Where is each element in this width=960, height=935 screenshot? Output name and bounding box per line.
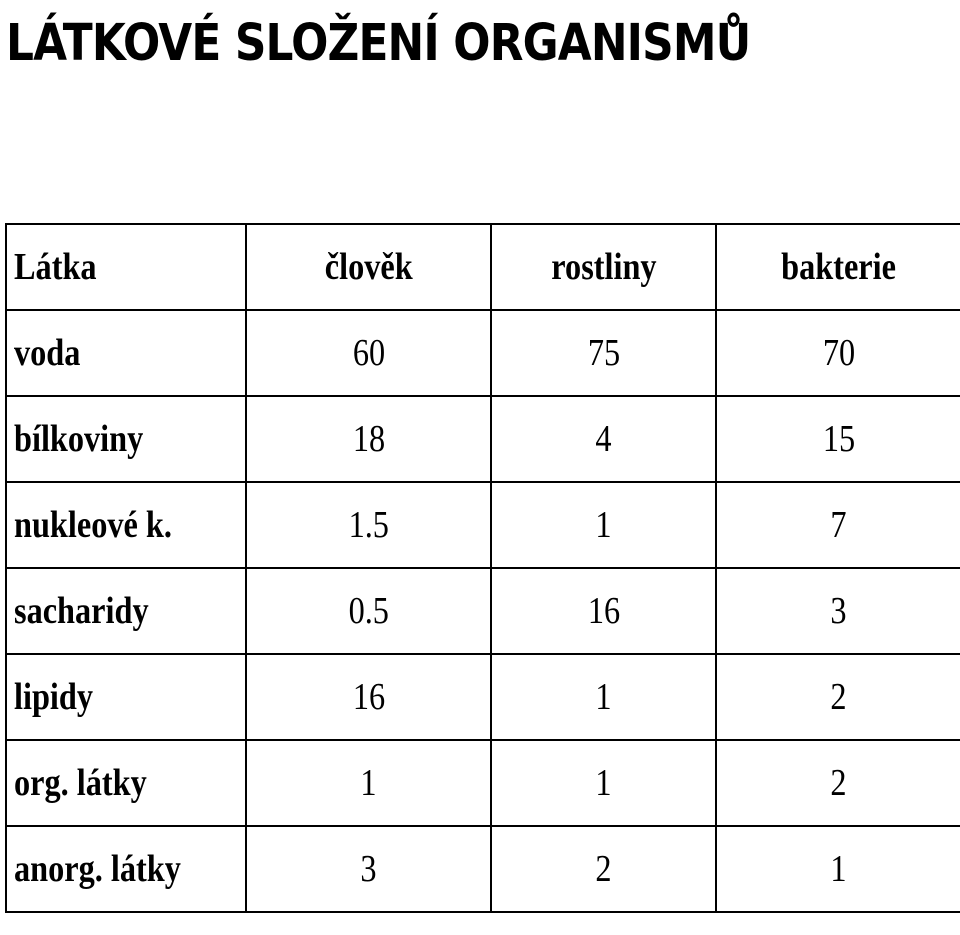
table-row: [6, 654, 960, 740]
value-cell-bacteria: [716, 482, 960, 568]
value-bacteria: 1: [830, 848, 847, 890]
composition-table: [5, 223, 960, 913]
value-cell-plants: [491, 482, 716, 568]
value-plants: 2: [595, 848, 612, 890]
value-cell-bacteria: [716, 568, 960, 654]
table-header-row: [6, 224, 960, 310]
row-label: voda: [14, 332, 81, 374]
table-row: [6, 482, 960, 568]
header-bacteria-label: bakterie: [781, 246, 896, 288]
value-cell-human: [246, 482, 491, 568]
value-cell-bacteria: [716, 826, 960, 912]
value-bacteria: 3: [830, 590, 847, 632]
value-cell-human: [246, 740, 491, 826]
value-cell-bacteria: [716, 654, 960, 740]
value-plants: 1: [595, 504, 612, 546]
value-human: 1.5: [348, 504, 389, 546]
value-plants: 4: [595, 418, 612, 460]
value-cell-plants: [491, 396, 716, 482]
value-cell-human: [246, 654, 491, 740]
value-plants: 1: [595, 676, 612, 718]
value-bacteria: 15: [822, 418, 855, 460]
value-human: 60: [352, 332, 385, 374]
header-human-label: člověk: [324, 246, 413, 288]
header-plants: [491, 224, 716, 310]
value-plants: 1: [595, 762, 612, 804]
table-row: [6, 568, 960, 654]
value-cell-bacteria: [716, 310, 960, 396]
value-cell-human: [246, 826, 491, 912]
value-cell-bacteria: [716, 740, 960, 826]
header-substance-label: Látka: [14, 246, 97, 288]
value-cell-plants: [491, 740, 716, 826]
row-label: org. látky: [14, 762, 147, 804]
value-human: 1: [360, 762, 377, 804]
row-label-cell: [6, 310, 246, 396]
value-cell-plants: [491, 568, 716, 654]
table-row: [6, 396, 960, 482]
value-cell-plants: [491, 310, 716, 396]
row-label-cell: [6, 482, 246, 568]
value-cell-plants: [491, 826, 716, 912]
value-human: 0.5: [348, 590, 389, 632]
row-label: sacharidy: [14, 590, 149, 632]
row-label: nukleové k.: [14, 504, 172, 546]
value-bacteria: 2: [830, 676, 847, 718]
value-plants: 75: [587, 332, 620, 374]
value-plants: 16: [587, 590, 620, 632]
row-label-cell: [6, 396, 246, 482]
row-label: anorg. látky: [14, 848, 181, 890]
table-row: [6, 310, 960, 396]
value-bacteria: 70: [822, 332, 855, 374]
row-label: lipidy: [14, 676, 94, 718]
row-label: bílkoviny: [14, 418, 144, 460]
value-cell-bacteria: [716, 396, 960, 482]
value-bacteria: 7: [830, 504, 847, 546]
value-cell-plants: [491, 654, 716, 740]
row-label-cell: [6, 568, 246, 654]
value-cell-human: [246, 396, 491, 482]
value-cell-human: [246, 310, 491, 396]
table-row: [6, 826, 960, 912]
row-label-cell: [6, 740, 246, 826]
value-cell-human: [246, 568, 491, 654]
header-bacteria: [716, 224, 960, 310]
header-plants-label: rostliny: [550, 246, 657, 288]
value-bacteria: 2: [830, 762, 847, 804]
row-label-cell: [6, 654, 246, 740]
page-title: LÁTKOVÉ SLOŽENÍ ORGANISMŮ: [6, 14, 751, 73]
row-label-cell: [6, 826, 246, 912]
value-human: 16: [352, 676, 385, 718]
value-human: 18: [352, 418, 385, 460]
value-human: 3: [360, 848, 377, 890]
header-human: [246, 224, 491, 310]
table-row: [6, 740, 960, 826]
header-substance: [6, 224, 246, 310]
